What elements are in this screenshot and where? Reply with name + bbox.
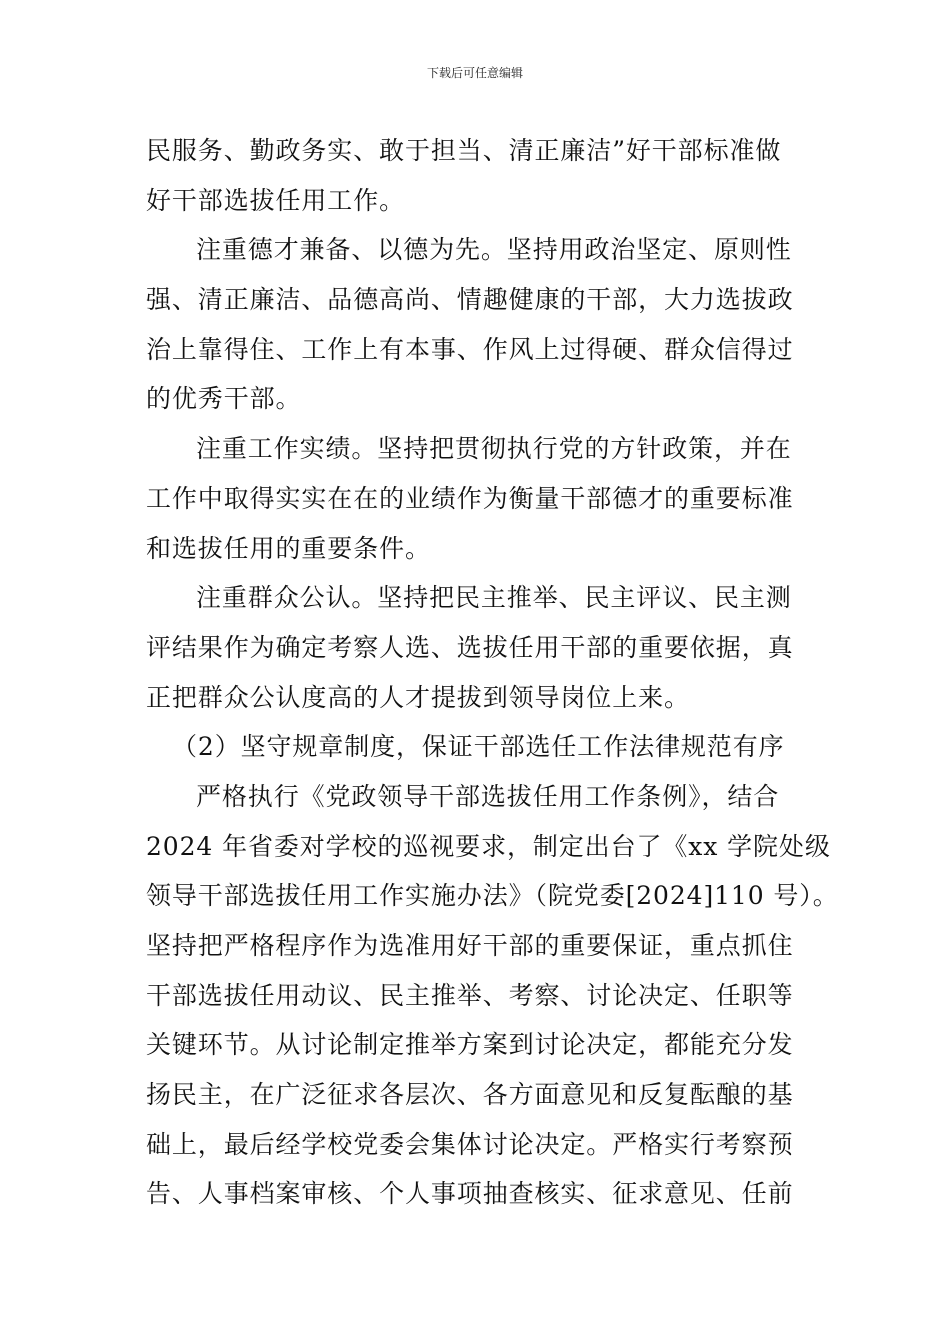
- text-line: 正把群众公认度高的人才提拔到领导岗位上来。: [146, 682, 690, 712]
- text-line: 干部选拔任用动议、民主推举、考察、讨论决定、任职等: [146, 980, 794, 1010]
- text-line: 注重群众公认。坚持把民主推举、民主评议、民主测: [196, 583, 792, 613]
- text-line: 强、清正廉洁、品德高尚、情趣健康的干部，大力选拔政: [146, 285, 794, 315]
- page-header: 下载后可任意编辑: [426, 66, 523, 80]
- text-line: 告、人事档案审核、个人事项抽查核实、征求意见、任前: [146, 1179, 794, 1209]
- text-line: 好干部选拔任用工作。: [146, 185, 406, 215]
- text-line: 扬民主，在广泛征求各层次、各方面意见和反复酝酿的基: [146, 1080, 794, 1110]
- text-line: 严格执行《党政领导干部选拔任用工作条例》，结合: [196, 781, 780, 811]
- text-line: 的优秀干部。: [146, 384, 302, 414]
- body-text: [146, 126, 839, 1219]
- text-line: 和选拔任用的重要条件。: [146, 533, 431, 563]
- text-line: 注重德才兼备、以德为先。坚持用政治坚定、原则性: [196, 235, 792, 265]
- section-heading: （2）坚守规章制度，保证干部选任工作法律规范有序: [172, 732, 785, 762]
- text-line: 评结果作为确定考察人选、选拔任用干部的重要依据，真: [146, 632, 794, 662]
- text-line: 关键环节。从讨论制定推举方案到讨论决定，都能充分发: [146, 1030, 794, 1060]
- text-line: 础上，最后经学校党委会集体讨论决定。严格实行考察预: [146, 1129, 794, 1159]
- text-line: 工作中取得实实在在的业绩作为衡量干部德才的重要标准: [146, 483, 794, 513]
- text-line: 治上靠得住、工作上有本事、作风上过得硬、群众信得过: [146, 334, 794, 364]
- text-line: 2024 年省委对学校的巡视要求，制定出台了《xx 学院处级: [146, 831, 831, 861]
- text-line: 注重工作实绩。坚持把贯彻执行党的方针政策，并在: [196, 434, 792, 464]
- text-line: 民服务、勤政务实、敢于担当、清正廉洁”好干部标准做: [146, 136, 782, 165]
- text-line: 坚持把严格程序作为选准用好干部的重要保证，重点抓住: [146, 931, 794, 960]
- text-line: 领导干部选拔任用工作实施办法》（院党委[2024]110 号）。: [146, 881, 839, 911]
